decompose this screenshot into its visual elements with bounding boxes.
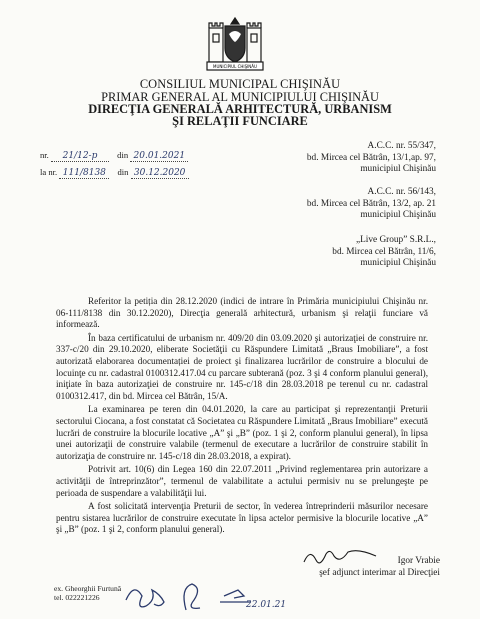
coat-of-arms-icon [203, 14, 267, 78]
recipient-block-2 [240, 187, 436, 222]
executor-name: ex. Gheorghii Furtună [54, 584, 122, 593]
paragraph-4: Potrivit art. 10(6) din Legea 160 din 22.07.2011 „Privind reglementarea prin autorizare a activităţii de întreprinzător”, termenul de valabilitate a actului permisiv nu se prelungeşte pe perioada de suspendare a valabilităţii lui. [56, 464, 428, 498]
din-value: 20.01.2021 [130, 151, 188, 162]
recipient-line: municipiul Chişinău [360, 164, 436, 174]
nr-value: 21/12-p [51, 151, 109, 162]
signatory-name: Igor Vrabie [397, 556, 440, 566]
recipient-line: A.C.C. nr. 55/347, [367, 141, 436, 151]
din2-value: 30.12.2020 [131, 168, 189, 179]
paragraph-2: În baza certificatului de urbanism nr. 409/20 din 03.09.2020 şi autorizaţiei de construire nr. 337-c/20 din 29.10.2020, eliberate Societăţii cu Răspundere Limitată „Braus Imobiliare”, a fost autorizată elaborarea documentației de proiect şi finalizarea lucrărilor de construire a blocului de locuinţe cu nr. cadastral 0100312.417.04 cu parcare subterană (poz. 3 şi 4 conform planului general), iniţiate în baza autorizaţiei de construire nr. 145-c/18 din 28.03.2018 pe terenul cu nr. cadastral 0100312.417, din bd. Mircea cel Bătrân, 15/A. [56, 332, 428, 401]
recipient-line: municipiul Chişinău [360, 210, 436, 220]
recipient-line: „Live Group” S.R.L., [355, 235, 436, 245]
crest-text: MUNICIPIUL CHIŞINĂU [213, 64, 257, 69]
recipient-block-3 [240, 235, 436, 270]
directorate-subtitle: ŞI RELAŢII FUNCIARE [172, 114, 308, 128]
recipient-line: A.C.C. nr. 56/143, [367, 187, 436, 197]
din-label: din [117, 150, 129, 160]
signatory-title: şef adjunct interimar al Direcţiei [319, 567, 440, 578]
recipient-line: municipiul Chişinău [360, 258, 436, 268]
council-title: CONSILIUL MUNICIPAL CHIŞINĂU [139, 77, 341, 91]
reference-number-row [40, 150, 188, 162]
din2-label: din [117, 167, 129, 177]
recipient-block-1 [240, 141, 436, 176]
nr-label: nr. [40, 150, 49, 160]
letter-body [56, 296, 428, 536]
executor-phone: tel. 022221226 [54, 593, 100, 602]
executor-block [54, 584, 121, 602]
signatory-block [319, 556, 440, 579]
handwritten-initials-icon [120, 578, 300, 618]
stamp-date: 22.01.21 [246, 600, 287, 610]
paragraph-1: Referitor la petiția din 28.12.2020 (indici de intrare în Primăria municipiului Chişinău nr. 06-111/8138 din 30.12.2020), Direcţia generală arhitectură, urbanism şi relaţii funciare vă informează. [56, 296, 428, 330]
incoming-reference-row [40, 167, 189, 179]
paragraph-5: A fost solicitată intervenţia Preturii de sector, în vederea întreprinderii măsurilor necesare pentru sistarea lucrărilor de construire executate în lipsa actelor permisive la blocurile locative „A” şi „B” (poz. 1 şi 2, conform planului general). [56, 501, 428, 535]
recipient-line: bd. Mircea cel Bătrân, 13/1,ap. 97, [306, 152, 436, 163]
directorate-title: DIRECŢIA GENERALĂ ARHITECTURĂ, URBANISM [88, 102, 392, 116]
paragraph-3: La examinarea pe teren din 04.01.2020, la care au participat şi reprezentanţii Preturii sectorului Ciocana, a fost constatat că Societatea cu Răspundere Limitată „Braus Imobiliare” execută lucrări de construire la blocurile locative „A” şi „B” (poz. 1 şi 2, conform planului general), în lipsa unei autorizaţii de construire valabile (termenul de executare a lucrărilor de construire stabilit în autorizaţia de construire nr. 145-c/18 din 28.03.2018, a expirat). [56, 404, 428, 461]
recipient-line: bd. Mircea cel Bătrân, 13/2, ap. 21 [306, 198, 436, 209]
la-label: la nr. [40, 167, 58, 177]
recipient-line: bd. Mircea cel Bătrân, 11/6, [332, 246, 436, 257]
mayor-title: PRIMAR GENERAL AL MUNICIPIULUI CHIŞINĂU [101, 90, 379, 104]
la-value: 111/8138 [59, 168, 109, 179]
